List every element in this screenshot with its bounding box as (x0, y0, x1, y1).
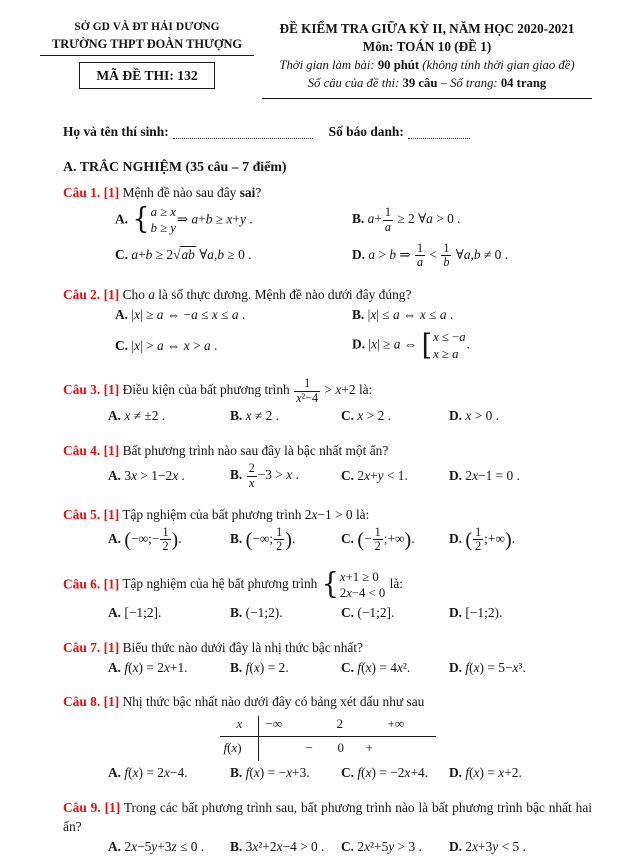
count-value: 39 câu (402, 75, 438, 90)
question (63, 285, 592, 363)
option-label: D. (352, 246, 366, 262)
math: 2x−1 = 0 . (465, 467, 520, 483)
question-text: Biểu thức nào dưới đây là nhị thức bậc nhất? (122, 639, 363, 655)
sign-table-vline (258, 716, 259, 761)
candidate-id-label: Số báo danh: (328, 123, 404, 139)
option (352, 242, 592, 270)
candidate-name-line (173, 125, 313, 139)
system-brace-group: [ x ≤ −a x ≥ a (421, 328, 466, 362)
school-name: TRƯỜNG THPT ĐOÀN THƯỢNG (51, 36, 243, 51)
math: |x| ≥ a ⇔ −a ≤ x ≤ a . (131, 306, 246, 322)
option-label: C. (341, 765, 355, 781)
option (108, 407, 230, 426)
math: a+b ≥ 2√ab ∀a,b ≥ 0 . (131, 247, 252, 263)
question-points: [1] (103, 639, 120, 655)
option-label: B. (352, 211, 365, 227)
math: |x| > a ⇔ x > a . (131, 337, 218, 353)
question-points: [1] (103, 576, 120, 592)
options (63, 407, 592, 426)
question-number: Câu 2. (63, 286, 101, 302)
count-prefix: Số câu của đề thi: (307, 75, 403, 90)
option (449, 604, 592, 623)
option (230, 526, 341, 554)
math: f(x) = 2. (245, 659, 289, 675)
option-label: B. (230, 530, 243, 546)
option (230, 764, 341, 783)
question-text: Nhị thức bậc nhất nào dưới đây có bảng xét dấu như sau (122, 694, 425, 710)
candidate-id-line (408, 125, 470, 139)
option (449, 526, 592, 554)
math: 2x−5y+3z ≤ 0 . (124, 839, 205, 855)
options (63, 604, 592, 623)
math: x ≠ 2 . (245, 408, 280, 424)
math: f(x) = −x+3. (245, 765, 310, 781)
option-label: C. (115, 247, 129, 263)
options (63, 306, 592, 363)
question-points: [1] (103, 184, 120, 200)
exam-duration (262, 57, 592, 75)
option (352, 206, 592, 234)
option (108, 838, 230, 857)
exam-code-wrap (40, 56, 254, 89)
math: x > 0 . (465, 408, 499, 424)
option (341, 659, 449, 678)
option-label: C. (341, 659, 355, 675)
question-text: Điều kiện của bất phương trình $\frac{1}{\text{x²−4}}$ > x+2 là: (122, 376, 373, 405)
sign-table-cell: 2 (336, 716, 343, 732)
options (63, 659, 592, 678)
option-label: A. (108, 408, 122, 424)
question-points: [1] (104, 800, 121, 816)
question-stem (63, 692, 592, 711)
option (108, 467, 230, 486)
question-number: Câu 4. (63, 443, 101, 459)
question-number: Câu 3. (63, 382, 101, 398)
option-label: A. (108, 467, 122, 483)
option (341, 407, 449, 426)
option-label: B. (230, 659, 243, 675)
math: ⇒ a+b ≥ x+y . (176, 211, 253, 227)
option (449, 764, 592, 783)
sign-table-cell: −∞ (265, 716, 283, 732)
option (341, 526, 449, 554)
sign-table-cell: +∞ (387, 716, 405, 732)
header (40, 20, 592, 99)
header-right-rule (262, 98, 592, 99)
duration-value: 90 phút (377, 57, 420, 72)
math: [−1;2]. (124, 604, 162, 620)
option-label: C. (341, 839, 355, 855)
option (108, 604, 230, 623)
math: (−1;2). (245, 604, 283, 620)
math: (− $\frac{1}{2}$ ;+∞). (357, 524, 415, 554)
math: f(x) = 2x+1. (124, 659, 188, 675)
option (341, 467, 449, 486)
option-label: D. (449, 408, 463, 424)
header-right (254, 20, 592, 99)
option-label: B. (230, 408, 243, 424)
options (63, 204, 592, 270)
question-number: Câu 8. (63, 694, 101, 710)
option (115, 306, 352, 325)
option-label: D. (352, 337, 366, 353)
question-points: [1] (103, 694, 120, 710)
math: |x| ≤ a ⇔ x ≤ a . (367, 306, 454, 322)
math: 3x > 1−2x . (124, 467, 185, 483)
option (230, 659, 341, 678)
candidate-name-label: Họ và tên thí sinh: (63, 123, 169, 139)
question-text: Tập nghiệm của hệ bất phương trình { x+1 ≥ 0 2x−4 < 0 là: (122, 567, 403, 602)
question-number: Câu 9. (63, 800, 101, 816)
math: 2x²+5y > 3 . (357, 839, 422, 855)
option-label: B. (230, 765, 243, 781)
math: f(x) = 5−x³. (465, 659, 526, 675)
exam-subject: Môn: TOÁN 10 (ĐỀ 1) (362, 39, 492, 55)
option (108, 764, 230, 783)
math: 2x+3y < 5 . (465, 839, 526, 855)
option-label: B. (352, 306, 365, 322)
option (341, 764, 449, 783)
question-list (63, 183, 592, 857)
question-points: [1] (103, 443, 120, 459)
option-label: D. (449, 659, 463, 675)
question (63, 569, 592, 623)
question-text: Trong các bất phương trình sau, bất phương trình nào là bất phương trình bậc nhất hai ẩn? (63, 800, 592, 835)
option-label: C. (341, 467, 355, 483)
math: f(x) = −2x+4. (357, 765, 429, 781)
sign-table-sign: − (305, 740, 313, 756)
options (63, 526, 592, 554)
math: |x| ≥ a ⇔ (368, 337, 421, 353)
option (108, 659, 230, 678)
question-points: [1] (103, 286, 120, 302)
pages-prefix: – Số trang: (437, 75, 501, 90)
math: ( $\frac{1}{2}$ ;+∞). (465, 524, 516, 554)
question-stem (63, 638, 592, 657)
option (230, 838, 341, 857)
sign-table-hline (220, 736, 436, 737)
question-text: Mệnh đề nào sau đây sai? (122, 184, 262, 200)
option (115, 246, 352, 265)
question-stem (63, 441, 592, 460)
option-label: D. (449, 839, 463, 855)
option-label: C. (115, 337, 129, 353)
option (352, 329, 592, 362)
brace: { (321, 567, 339, 602)
option-label: A. (108, 530, 122, 546)
options (63, 838, 592, 857)
question-number: Câu 5. (63, 506, 101, 522)
math: 2x−1 > 0 (304, 506, 353, 522)
header-left (40, 20, 254, 89)
question (63, 638, 592, 678)
option-label: C. (341, 408, 355, 424)
question-number: Câu 1. (63, 184, 101, 200)
option-label: D. (449, 530, 463, 546)
math: 3x²+2x−4 > 0 . (245, 839, 325, 855)
question (63, 692, 592, 783)
exam-code-box: MÃ ĐỀ THI: 132 (79, 62, 214, 89)
option-label: C. (341, 604, 355, 620)
option (230, 462, 341, 490)
math: [−1;2). (465, 604, 503, 620)
question-text: Cho a là số thực dương. Mệnh đề nào dưới đây đúng? (122, 286, 412, 302)
math: 2x+y < 1. (357, 467, 408, 483)
option (115, 204, 352, 237)
question-points: [1] (103, 506, 120, 522)
brace: [ (421, 328, 433, 362)
option-label: D. (449, 604, 463, 620)
math: $\frac{2}{x}$ −3 > x . (248, 461, 299, 490)
option (230, 407, 341, 426)
option (449, 407, 592, 426)
math: (−∞;− $\frac{1}{2}$ ). (124, 524, 182, 554)
system-brace-group: { a ≥ x b ≥ y (132, 202, 176, 237)
question (63, 798, 592, 857)
option-label: A. (108, 659, 122, 675)
question (63, 505, 592, 554)
sign-table-sign: 0 (337, 740, 344, 756)
math: $\frac{1}{\text{x²−4}}$ > x+2 (296, 376, 356, 405)
option-label: A. (108, 839, 122, 855)
brace: { (132, 202, 150, 237)
question-stem (63, 569, 592, 602)
duration-prefix: Thời gian làm bài: (279, 57, 378, 72)
math: a > b ⇒ $\frac{1}{a}$ < $\frac{1}{b}$ ∀a,b ≠ 0 . (368, 240, 509, 270)
option-label: B. (230, 839, 243, 855)
option (108, 526, 230, 554)
question-stem (63, 285, 592, 304)
math: (−1;2]. (357, 604, 395, 620)
sign-table-sign: + (365, 740, 373, 756)
math: x ≠ ±2 . (124, 408, 166, 424)
math: x > 2 . (357, 408, 391, 424)
department-name: SỞ GD VÀ ĐT HẢI DƯƠNG (74, 21, 220, 33)
question-stem (63, 505, 592, 524)
question-text: Tập nghiệm của bất phương trình 2x−1 > 0 là: (122, 506, 370, 522)
question-text: Bất phương trình nào sau đây là bậc nhất một ẩn? (122, 443, 389, 459)
option (115, 337, 352, 356)
exam-title: ĐỀ KIỂM TRA GIỮA KỲ II, NĂM HỌC 2020-2021 (279, 21, 575, 36)
math: f(x) = x+2. (465, 765, 522, 781)
option (449, 467, 592, 486)
option (230, 604, 341, 623)
section-a-title: A. TRẮC NGHIỆM (35 câu – 7 điểm) (63, 160, 287, 176)
question (63, 377, 592, 426)
question-number: Câu 6. (63, 576, 101, 592)
sign-table: x f(x) −∞ 2 +∞ − 0 + (220, 715, 436, 761)
question-stem (63, 798, 592, 836)
options (63, 764, 592, 783)
option (449, 838, 592, 857)
option (449, 659, 592, 678)
math: . (466, 337, 470, 353)
candidate-row (63, 123, 592, 142)
option-label: C. (341, 530, 355, 546)
option (341, 838, 449, 857)
option-label: D. (449, 765, 463, 781)
option-label: B. (230, 467, 243, 483)
math: (−∞; $\frac{1}{2}$ ). (245, 524, 296, 554)
question-stem (63, 183, 592, 202)
math: a+ $\frac{1}{a}$ ≥ 2 ∀a > 0 . (367, 205, 461, 234)
pages-value: 04 trang (500, 75, 547, 90)
question-points: [1] (103, 382, 120, 398)
option-label: A. (115, 306, 129, 322)
option-label: D. (449, 467, 463, 483)
option (352, 306, 592, 325)
system-brace-group: { x+1 ≥ 0 2x−4 < 0 (321, 567, 386, 602)
options (63, 462, 592, 490)
option-label: A. (115, 211, 129, 227)
option-label: A. (108, 765, 122, 781)
option-label: B. (230, 604, 243, 620)
option (341, 604, 449, 623)
math: f(x) = 2x−4. (124, 765, 188, 781)
question (63, 441, 592, 490)
duration-note: (không tính thời gian giao đề) (419, 57, 575, 72)
math: f(x) = 4x². (357, 659, 411, 675)
question (63, 183, 592, 270)
question-stem (63, 377, 592, 405)
exam-count (262, 75, 592, 93)
question-number: Câu 7. (63, 639, 101, 655)
option-label: A. (108, 604, 122, 620)
